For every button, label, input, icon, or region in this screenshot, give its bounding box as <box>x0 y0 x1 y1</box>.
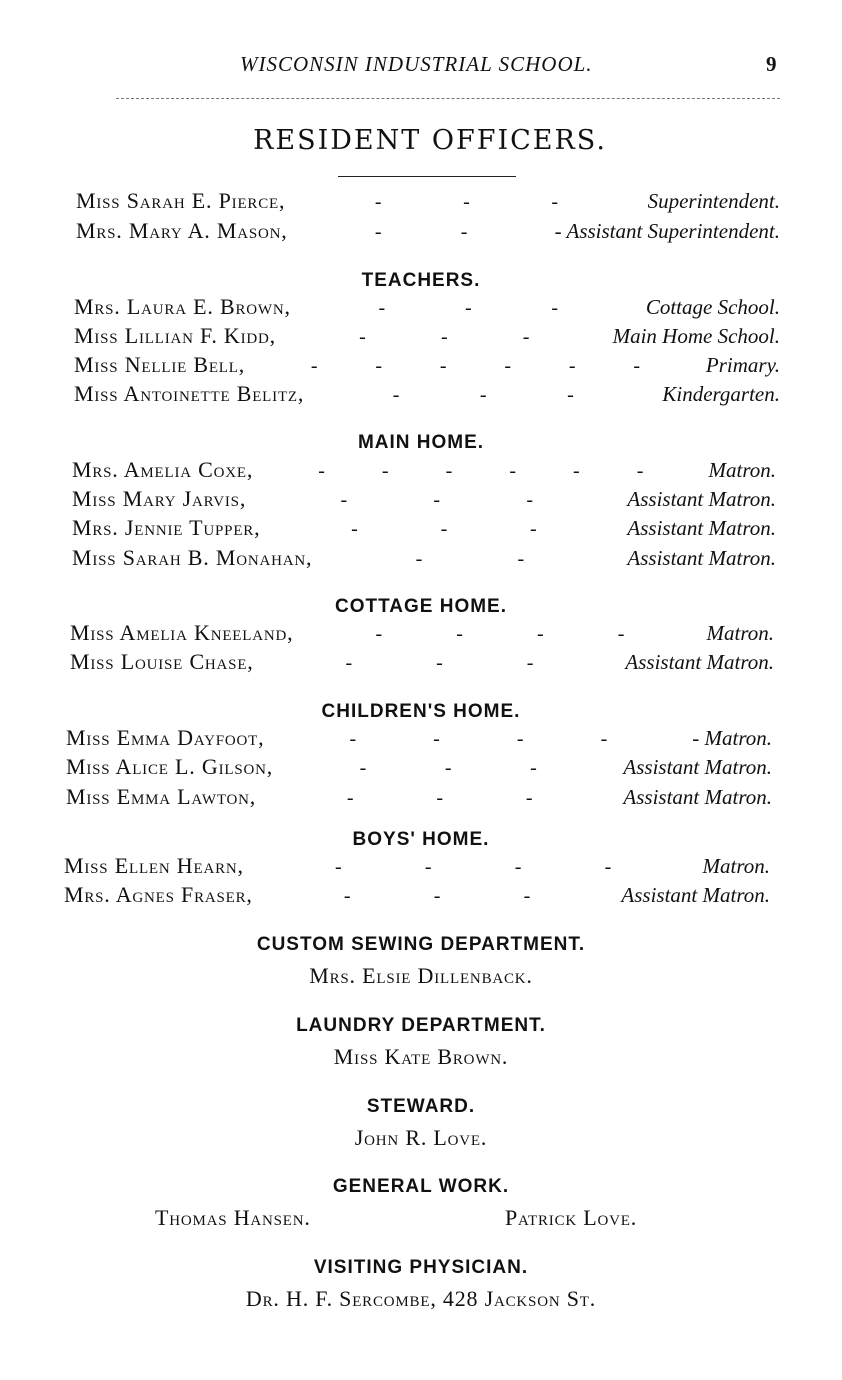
staff-name: Mrs. Jennie Tupper, <box>72 515 261 540</box>
leader-dash: - <box>525 787 533 809</box>
staff-row <box>74 323 780 353</box>
leader-dash: - <box>523 885 531 907</box>
leader-dash: - <box>504 355 512 377</box>
leader-dash: - <box>318 460 325 482</box>
leader-dash: - <box>415 548 423 570</box>
officer-role: - Assistant Superintendent. <box>554 219 780 243</box>
leader-dash: - <box>568 355 576 377</box>
staff-role: Main Home School. <box>612 324 780 348</box>
leader-dash: - <box>433 728 440 750</box>
leader-dash: - <box>636 460 644 482</box>
staff-row <box>64 882 770 912</box>
staff-name: Miss Antoinette Belitz, <box>74 381 305 406</box>
leader-dash: - <box>335 856 342 878</box>
staff-name: Miss Ellen Hearn, <box>64 853 244 878</box>
leader-dash: - <box>440 518 448 540</box>
staff-name: Mrs. Agnes Fraser, <box>64 882 253 907</box>
leader-dash: - <box>604 856 612 878</box>
section-heading-teachers: TEACHERS. <box>361 270 481 291</box>
physician-name: Dr. H. F. Sercombe, 428 Jackson St. <box>245 1286 597 1311</box>
staff-role: Matron. <box>702 854 770 878</box>
staff-name: Miss Alice L. Gilson, <box>66 754 274 779</box>
leader-dash: - <box>522 326 530 348</box>
leader-dash: - <box>392 384 400 406</box>
leader-dash: - <box>436 787 444 809</box>
leader-dash: - <box>530 757 537 779</box>
staff-role: Assistant Matron. <box>627 546 776 570</box>
leader-dash: - <box>517 548 525 570</box>
leader-dash: - <box>444 757 452 779</box>
leader-dash: - <box>463 191 470 213</box>
leader-dash: - <box>617 623 625 645</box>
leader-dash: - <box>378 297 386 319</box>
officer-name: Miss Sarah E. Pierce, <box>76 188 286 213</box>
leader-dashes <box>312 548 627 571</box>
leader-dashes <box>288 221 555 244</box>
section-heading-cottage-home: COTTAGE HOME. <box>334 596 508 617</box>
leader-dash: - <box>375 355 383 377</box>
staff-role: Cottage School. <box>645 295 780 319</box>
section-heading-childrens-home: CHILDREN'S HOME. <box>321 701 521 722</box>
sewing-staff-name: Mrs. Elsie Dillenback. <box>309 963 533 988</box>
leader-dash: - <box>359 326 366 348</box>
leader-dash: - <box>345 652 353 674</box>
section-heading-steward: STEWARD. <box>366 1096 476 1117</box>
leader-dash: - <box>633 355 641 377</box>
staff-row <box>74 381 780 411</box>
leader-dashes <box>256 787 623 810</box>
leader-dash: - <box>374 221 382 243</box>
header-rule <box>116 98 780 99</box>
officer-role: Superintendent. <box>647 189 780 213</box>
leader-dash: - <box>567 384 574 406</box>
staff-name: Miss Mary Jarvis, <box>72 486 247 511</box>
leader-dashes <box>285 191 647 214</box>
section-heading-visiting-physician: VISITING PHYSICIAN. <box>313 1257 529 1278</box>
staff-row <box>70 620 774 650</box>
leader-dash: - <box>340 489 348 511</box>
leader-dash: - <box>346 787 354 809</box>
leader-dashes <box>273 757 623 780</box>
staff-name: Miss Emma Lawton, <box>66 784 257 809</box>
staff-name: Miss Lillian F. Kidd, <box>74 323 276 348</box>
steward-name: John R. Love. <box>354 1125 488 1150</box>
staff-row <box>72 515 776 545</box>
leader-dashes <box>264 728 692 751</box>
leader-dashes <box>244 856 703 879</box>
leader-dash: - <box>464 297 472 319</box>
staff-role: Assistant Matron. <box>627 516 776 540</box>
leader-dashes <box>253 885 622 908</box>
leader-dash: - <box>514 856 522 878</box>
leader-dash: - <box>424 856 432 878</box>
staff-name: Miss Louise Chase, <box>70 649 254 674</box>
leader-dash: - <box>349 728 357 750</box>
staff-role: Matron. <box>706 621 774 645</box>
staff-row <box>72 545 776 575</box>
leader-dash: - <box>537 623 544 645</box>
leader-dash: - <box>359 757 367 779</box>
staff-row <box>72 486 776 516</box>
staff-role: Assistant Matron. <box>625 650 774 674</box>
laundry-staff-name: Miss Kate Brown. <box>333 1044 509 1069</box>
leader-dashes <box>260 518 627 541</box>
title-rule <box>338 176 516 177</box>
officer-row <box>76 218 780 248</box>
staff-name: Miss Nellie Bell, <box>74 352 246 377</box>
leader-dash: - <box>456 623 463 645</box>
leader-dash: - <box>439 355 447 377</box>
general-work-name: Patrick Love. <box>505 1205 638 1230</box>
staff-row <box>72 457 776 487</box>
staff-row <box>66 725 772 755</box>
staff-role: Assistant Matron. <box>623 755 772 779</box>
staff-name: Miss Sarah B. Monahan, <box>72 545 313 570</box>
leader-dash: - <box>526 652 534 674</box>
staff-row <box>64 853 770 883</box>
staff-name: Mrs. Amelia Coxe, <box>72 457 254 482</box>
staff-name: Miss Emma Dayfoot, <box>66 725 265 750</box>
officer-name: Mrs. Mary A. Mason, <box>76 218 288 243</box>
leader-dash: - <box>310 355 318 377</box>
leader-dash: - <box>433 489 441 511</box>
staff-role: Assistant Matron. <box>627 487 776 511</box>
staff-role: - Matron. <box>692 726 772 750</box>
leader-dash: - <box>445 460 453 482</box>
leader-dashes <box>276 326 613 349</box>
section-heading-general-work: GENERAL WORK. <box>332 1176 510 1197</box>
leader-dash: - <box>433 885 441 907</box>
general-work-name: Thomas Hansen. <box>155 1205 311 1230</box>
staff-role: Assistant Matron. <box>621 883 770 907</box>
running-head: WISCONSIN INDUSTRIAL SCHOOL. <box>240 52 593 76</box>
leader-dashes <box>245 355 706 378</box>
leader-dash: - <box>460 221 468 243</box>
leader-dash: - <box>381 460 389 482</box>
staff-row <box>74 352 780 382</box>
leader-dash: - <box>526 489 534 511</box>
leader-dash: - <box>351 518 358 540</box>
section-heading-boys-home: BOYS' HOME. <box>352 829 490 850</box>
staff-row <box>74 294 780 324</box>
page-title: RESIDENT OFFICERS. <box>253 125 607 156</box>
staff-role: Assistant Matron. <box>623 785 772 809</box>
staff-row <box>70 649 774 679</box>
leader-dashes <box>254 652 626 675</box>
page-number: 9 <box>766 52 777 76</box>
leader-dash: - <box>573 460 580 482</box>
leader-dash: - <box>479 384 487 406</box>
leader-dashes <box>253 460 708 483</box>
leader-dashes <box>291 297 646 320</box>
section-heading-main-home: MAIN HOME. <box>357 432 485 453</box>
leader-dash: - <box>440 326 448 348</box>
leader-dashes <box>246 489 627 512</box>
staff-row <box>66 784 772 814</box>
staff-role: Matron. <box>708 458 776 482</box>
leader-dash: - <box>436 652 443 674</box>
staff-name: Miss Amelia Kneeland, <box>70 620 294 645</box>
leader-dashes <box>293 623 706 646</box>
leader-dash: - <box>509 460 516 482</box>
officer-row <box>76 188 780 218</box>
leader-dash: - <box>600 728 608 750</box>
staff-role: Primary. <box>705 353 780 377</box>
leader-dash: - <box>375 623 383 645</box>
staff-row <box>66 754 772 784</box>
leader-dash: - <box>374 191 382 213</box>
leader-dash: - <box>529 518 537 540</box>
section-heading-custom-sewing: CUSTOM SEWING DEPARTMENT. <box>256 934 586 955</box>
leader-dashes <box>304 384 662 407</box>
leader-dash: - <box>551 191 558 213</box>
section-heading-laundry: LAUNDRY DEPARTMENT. <box>296 1015 546 1036</box>
leader-dash: - <box>516 728 524 750</box>
staff-role: Kindergarten. <box>662 382 780 406</box>
leader-dash: - <box>343 885 351 907</box>
leader-dash: - <box>551 297 559 319</box>
staff-name: Mrs. Laura E. Brown, <box>74 294 291 319</box>
